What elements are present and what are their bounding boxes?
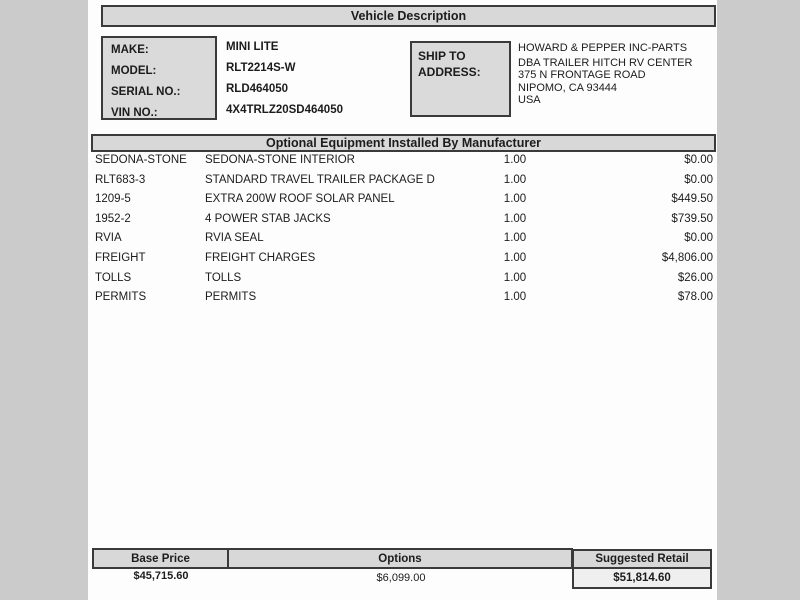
equipment-code: FREIGHT [95, 252, 146, 264]
model-value: RLT2214S-W [226, 61, 296, 74]
totals-header-bar [92, 548, 573, 569]
equipment-description: FREIGHT CHARGES [205, 252, 316, 264]
equipment-price: $4,806.00 [661, 252, 713, 264]
equipment-row [88, 174, 717, 187]
vehicle-id-label-box [101, 36, 217, 120]
equipment-price: $449.50 [671, 193, 713, 205]
equipment-qty: 1.00 [503, 272, 527, 284]
equipment-qty: 1.00 [503, 174, 527, 186]
suggested-retail-header: Suggested Retail [574, 551, 710, 569]
equipment-price: $0.00 [684, 154, 713, 166]
make-label: MAKE: [111, 43, 149, 56]
equipment-description: EXTRA 200W ROOF SOLAR PANEL [205, 193, 395, 205]
equipment-row [88, 193, 717, 206]
base-price-header: Base Price [94, 550, 229, 567]
equipment-row [88, 232, 717, 245]
make-value: MINI LITE [226, 40, 279, 53]
equipment-description: STANDARD TRAVEL TRAILER PACKAGE D [205, 174, 435, 186]
base-price-value: $45,715.60 [133, 570, 189, 582]
equipment-description: SEDONA-STONE INTERIOR [205, 154, 355, 166]
equipment-qty: 1.00 [503, 252, 527, 264]
suggested-retail-value: $51,814.60 [574, 569, 710, 587]
equipment-description: RVIA SEAL [205, 232, 264, 244]
equipment-code: 1209-5 [95, 193, 131, 205]
serial-value: RLD464050 [226, 82, 289, 95]
ship-to-label-line1: SHIP TO [418, 49, 466, 63]
equipment-price: $0.00 [684, 174, 713, 186]
equipment-row [88, 154, 717, 167]
equipment-code: RLT683-3 [95, 174, 146, 186]
equipment-qty: 1.00 [503, 291, 527, 303]
options-value: $6,099.00 [376, 572, 426, 584]
equipment-code: 1952-2 [95, 213, 131, 225]
equipment-description: PERMITS [205, 291, 257, 303]
ship-to-address [518, 42, 713, 107]
equipment-row [88, 291, 717, 304]
equipment-description: 4 POWER STAB JACKS [205, 213, 331, 225]
model-label: MODEL: [111, 64, 157, 77]
equipment-row [88, 272, 717, 285]
equipment-price: $78.00 [677, 291, 713, 303]
document-page [88, 0, 717, 600]
equipment-code: SEDONA-STONE [95, 154, 187, 166]
options-header: Options [378, 552, 422, 565]
ship-to-label-box [410, 41, 511, 117]
equipment-price: $26.00 [677, 272, 713, 284]
equipment-qty: 1.00 [503, 232, 527, 244]
serial-label: SERIAL NO.: [111, 85, 181, 98]
equipment-price: $0.00 [684, 232, 713, 244]
equipment-qty: 1.00 [503, 154, 527, 166]
ship-to-recipient: HOWARD & PEPPER INC-PARTS [518, 42, 688, 54]
equipment-code: RVIA [95, 232, 122, 244]
equipment-code: TOLLS [95, 272, 132, 284]
equipment-row [88, 252, 717, 265]
ship-to-address-line: NIPOMO, CA 93444 [518, 81, 618, 94]
equipment-qty: 1.00 [503, 213, 527, 225]
equipment-code: PERMITS [95, 291, 147, 303]
ship-to-address-line: 375 N FRONTAGE ROAD [518, 69, 646, 82]
ship-to-address-line: USA [518, 94, 541, 107]
ship-to-address-line: DBA TRAILER HITCH RV CENTER [518, 56, 693, 69]
suggested-retail-box [572, 549, 712, 589]
vehicle-description-header: Vehicle Description [101, 5, 716, 27]
ship-to-label-line2: ADDRESS: [418, 65, 481, 79]
equipment-price: $739.50 [671, 213, 713, 225]
equipment-qty: 1.00 [503, 193, 527, 205]
equipment-row [88, 213, 717, 226]
vin-label: VIN NO.: [111, 106, 158, 119]
optional-equipment-header: Optional Equipment Installed By Manufacturer [91, 134, 716, 152]
equipment-description: TOLLS [205, 272, 242, 284]
vin-value: 4X4TRLZ20SD464050 [226, 103, 343, 116]
